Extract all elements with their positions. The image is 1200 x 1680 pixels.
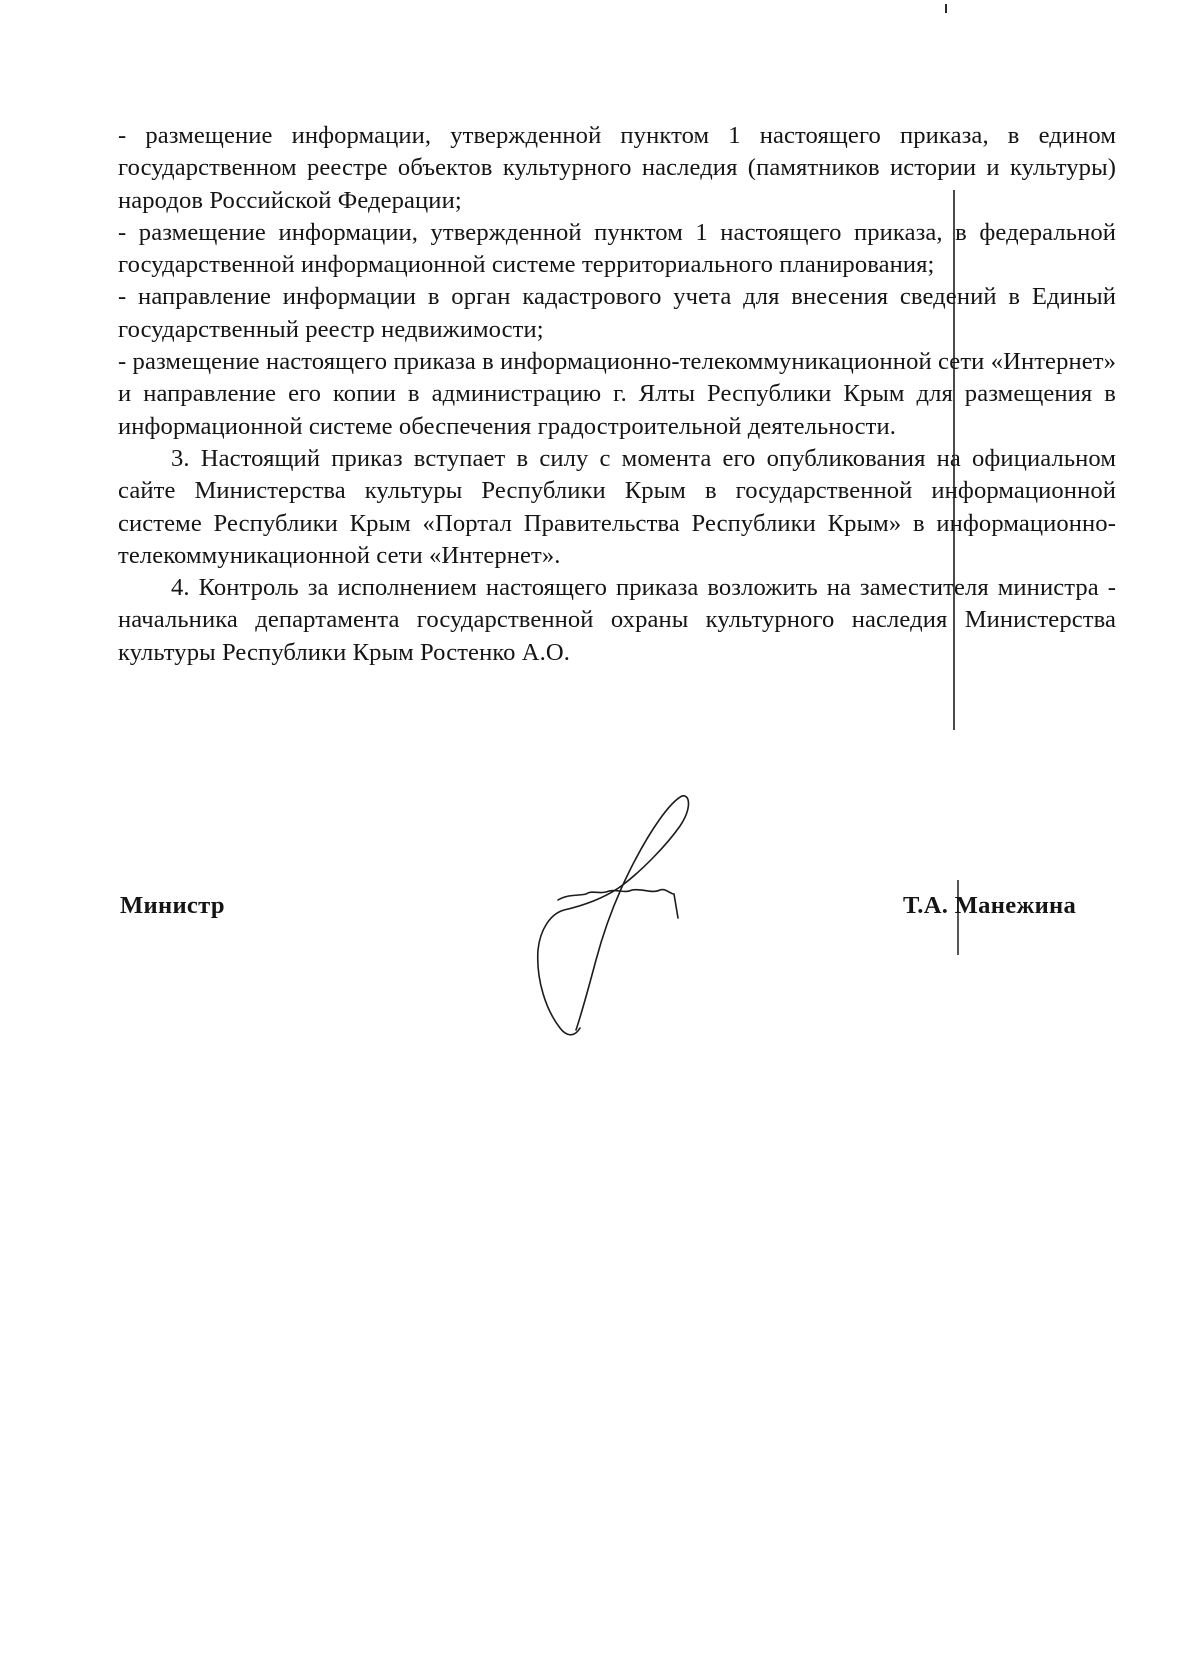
signatory-title: Министр bbox=[120, 892, 225, 919]
scan-artifact-top-tick bbox=[945, 4, 947, 13]
document-body bbox=[118, 120, 1116, 669]
paragraph-cadastral: - направление информации в орган кадастрового учета для внесения сведений в Единый государственный реестр недвижимости; bbox=[118, 283, 1116, 343]
handwritten-signature bbox=[520, 790, 720, 1040]
paragraph-egrokn: - размещение информации, утвержденной пунктом 1 настоящего приказа, в едином государственном реестре объектов культурного наследия (памятников истории и культуры) народов Российской Федерации; bbox=[118, 122, 1116, 214]
paragraph-item-4: 4. Контроль за исполнением настоящего приказа возложить на заместителя министра - начальника департамента государственной охраны культурного наследия Министерства культуры Республики Крым Ростенко А.О. bbox=[118, 574, 1116, 666]
paragraph-internet-publication: - размещение настоящего приказа в информационно-телекоммуникационной сети «Интернет» и направление его копии в администрацию г. Ялты Республики Крым для размещения в информационной системе обеспечения градостроительной деятельности. bbox=[118, 348, 1116, 440]
paragraph-item-3: 3. Настоящий приказ вступает в силу с момента его опубликования на официальном сайте Министерства культуры Республики Крым в государственной информационной системе Республики Крым «Портал Правительства Республики Крым» в информационно-телекоммуникационной сети «Интернет». bbox=[118, 444, 1116, 569]
paragraph-fgis-tp: - размещение информации, утвержденной пунктом 1 настоящего приказа, в федеральной государственной информационной системе территориального планирования; bbox=[118, 218, 1116, 279]
signatory-name: Т.А. Манежина bbox=[903, 892, 1077, 919]
